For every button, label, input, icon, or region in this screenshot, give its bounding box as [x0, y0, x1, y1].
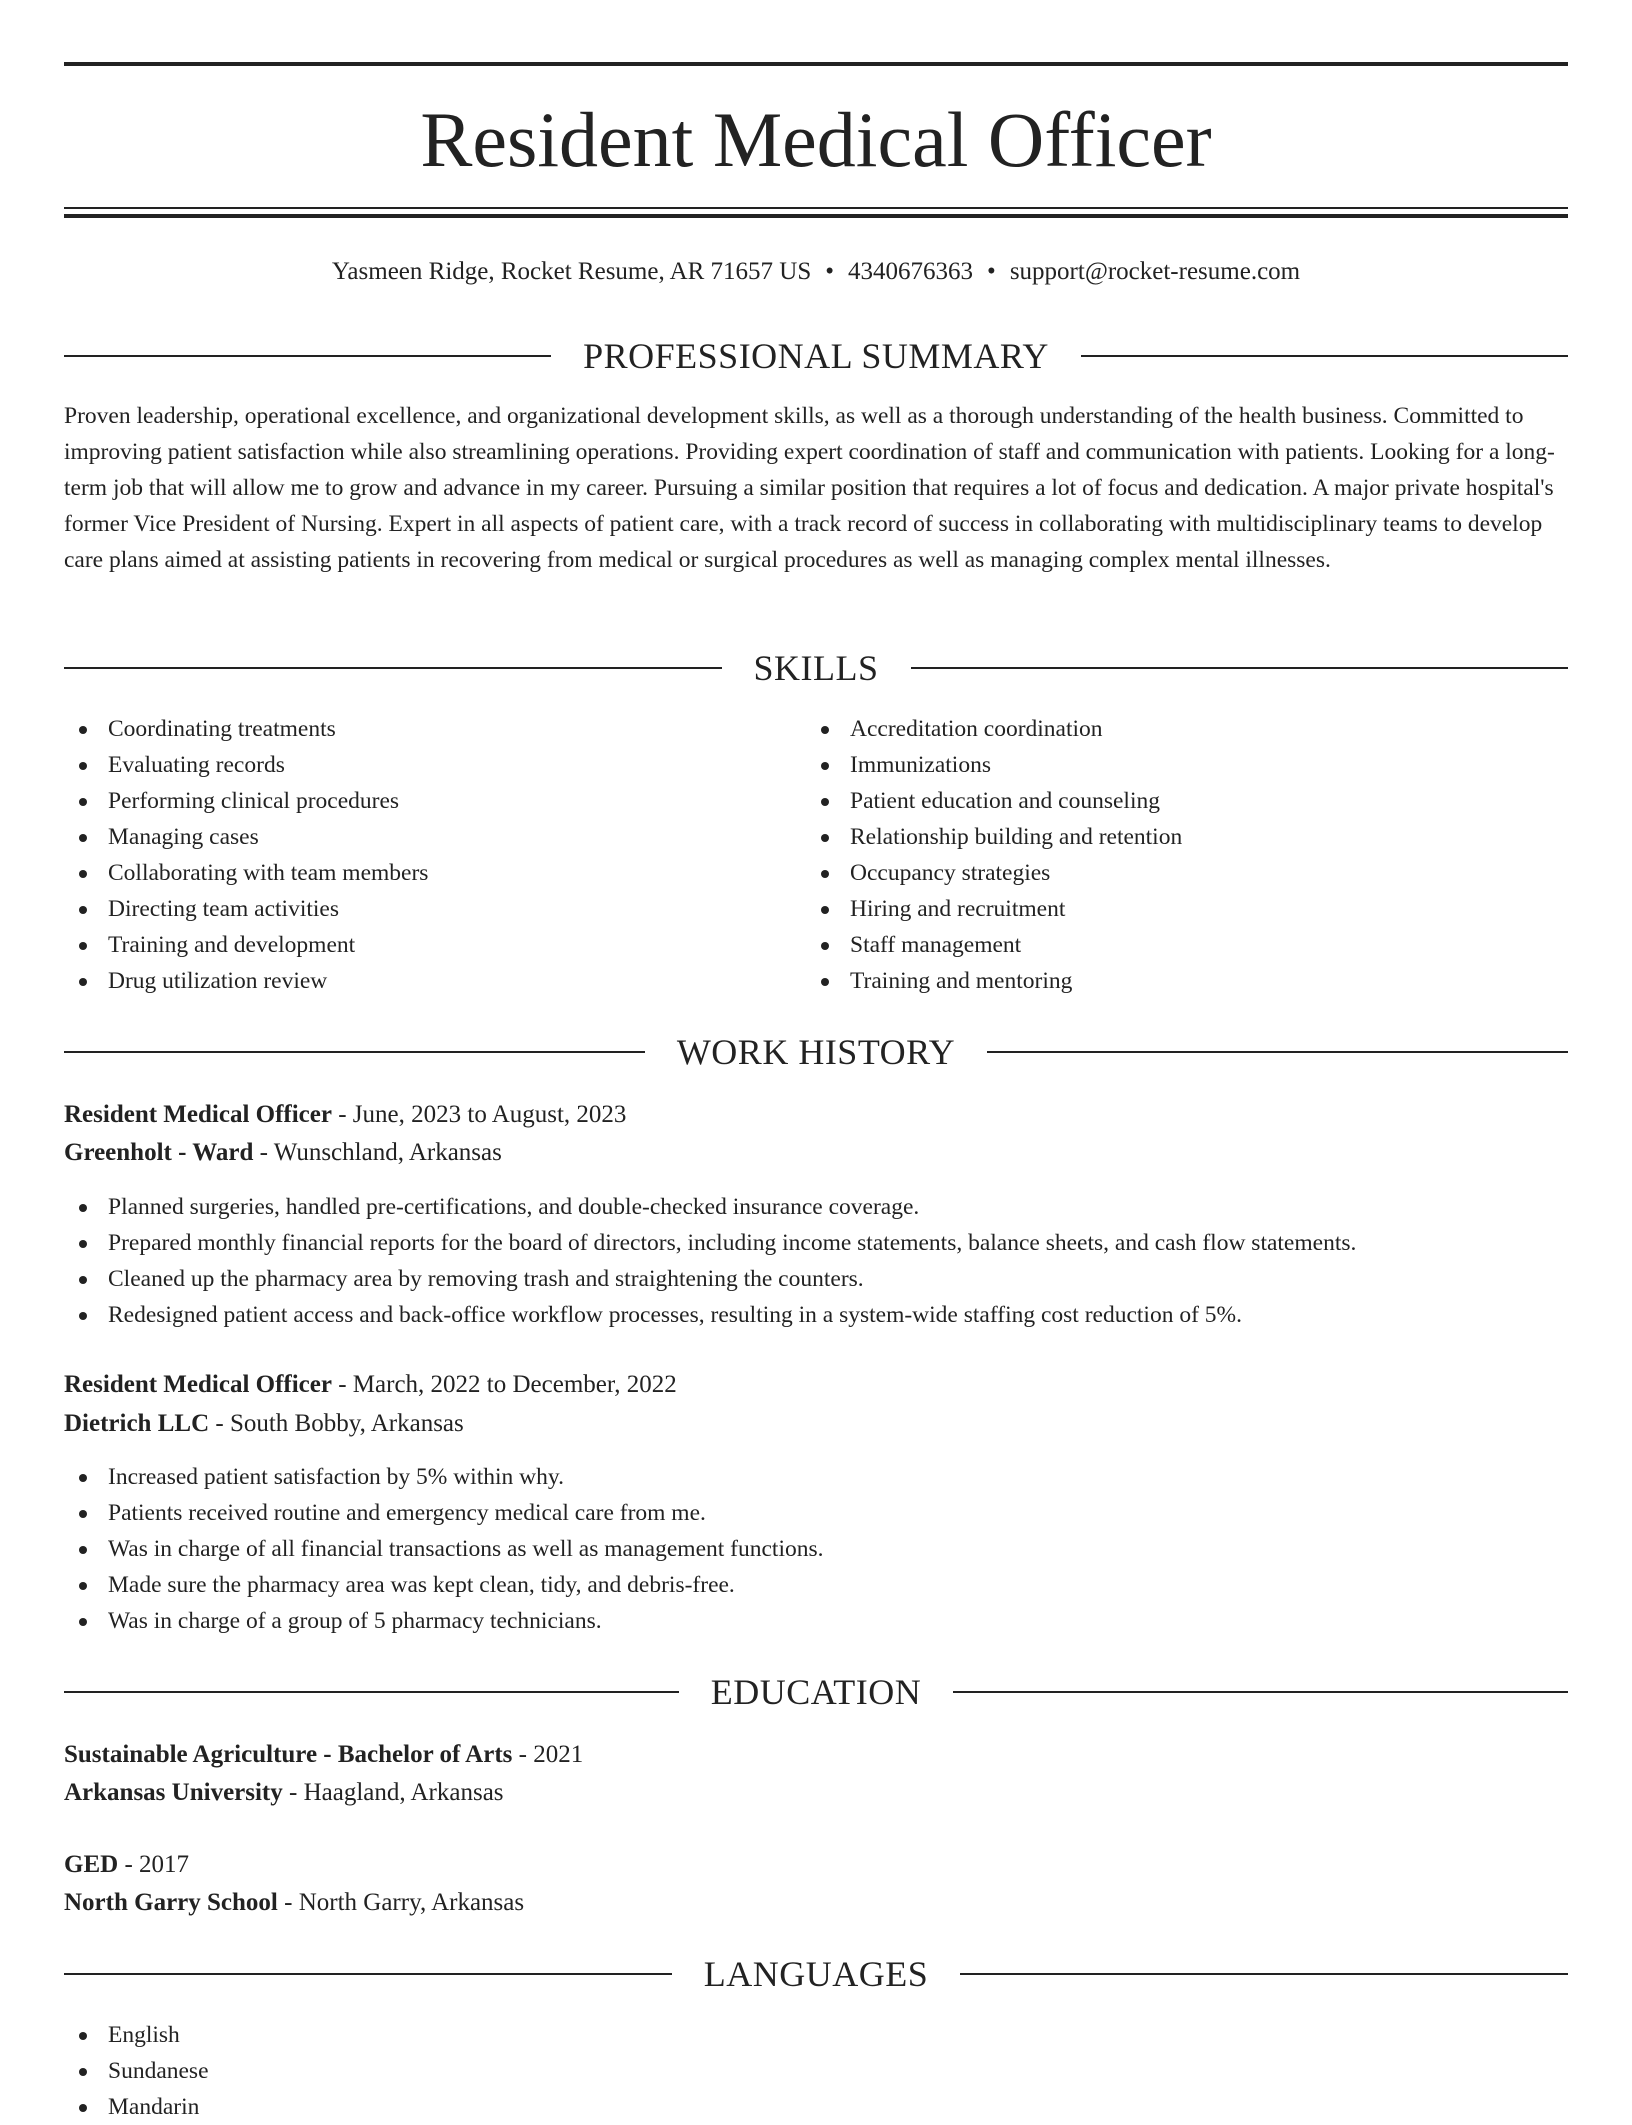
divider — [64, 355, 551, 357]
skill-item: Evaluating records — [64, 747, 764, 783]
education-degree-line: GED - 2017 — [64, 1851, 190, 1878]
education-section-header — [64, 1670, 1568, 1714]
skill-item: Patient education and counseling — [806, 783, 1506, 819]
education-location: North Garry, Arkansas — [298, 1889, 525, 1916]
job-duty-item: Was in charge of a group of 5 pharmacy technicians. — [64, 1603, 1568, 1639]
contact-separator: • — [825, 258, 835, 285]
skills-right-column — [806, 711, 1506, 999]
header-rule-2 — [64, 214, 1568, 218]
section-title: SKILLS — [753, 648, 879, 688]
header-rule-1 — [64, 207, 1568, 209]
education-year: 2017 — [139, 1851, 190, 1878]
job-duty-item: Redesigned patient access and back-office workflow processes, resulting in a system-wide staffing cost reduction of 5%. — [64, 1297, 1568, 1333]
divider — [64, 1051, 645, 1053]
education-year: 2021 — [533, 1741, 584, 1768]
job-duty-item: Cleaned up the pharmacy area by removing trash and straightening the counters. — [64, 1261, 1568, 1297]
job-location: South Bobby, Arkansas — [229, 1410, 464, 1437]
skill-item: Drug utilization review — [64, 963, 764, 999]
job-duty-item: Was in charge of all financial transactions as well as management functions. — [64, 1531, 1568, 1567]
job-title-line: Resident Medical Officer - March, 2022 to December, 2022 — [64, 1371, 677, 1398]
contact-line — [64, 254, 1568, 290]
divider — [64, 1973, 672, 1975]
divider — [64, 667, 722, 669]
divider — [960, 1973, 1568, 1975]
skill-item: Training and development — [64, 927, 764, 963]
languages-list — [64, 2017, 1568, 2125]
skill-item: Hiring and recruitment — [806, 891, 1506, 927]
education-degree: Sustainable Agriculture - Bachelor of Arts — [64, 1741, 513, 1768]
divider — [953, 1691, 1568, 1693]
education-degree: GED — [64, 1851, 119, 1878]
education-location: Haagland, Arkansas — [303, 1779, 504, 1806]
divider — [987, 1051, 1568, 1053]
resume-title: Resident Medical Officer — [420, 96, 1212, 183]
contact-address: Yasmeen Ridge, Rocket Resume, AR 71657 US — [331, 258, 812, 285]
job-title: Resident Medical Officer — [64, 1371, 332, 1398]
skill-item: Coordinating treatments — [64, 711, 764, 747]
skill-item: Immunizations — [806, 747, 1506, 783]
job-dates: June, 2023 to August, 2023 — [352, 1101, 627, 1128]
contact-separator: • — [987, 258, 996, 285]
job-dates: March, 2022 to December, 2022 — [352, 1371, 677, 1398]
education-school-line: North Garry School - North Garry, Arkansas — [64, 1889, 525, 1916]
language-item: English — [64, 2017, 1568, 2053]
job-duty-item: Prepared monthly financial reports for the board of directors, including income statements, balance sheets, and cash flow statements. — [64, 1225, 1568, 1261]
skill-item: Performing clinical procedures — [64, 783, 764, 819]
language-item: Sundanese — [64, 2053, 1568, 2089]
job-company-line: Greenholt - Ward - Wunschland, Arkansas — [64, 1139, 502, 1166]
section-title: WORK HISTORY — [676, 1032, 956, 1072]
job-location: Wunschland, Arkansas — [273, 1139, 502, 1166]
summary-text: Proven leadership, operational excellence, and organizational development skills, as well as a thorough understanding of the health business. Committed to improving patient satisfaction while also streamlining operations. Providing expert coordination of staff and communication with patients. Looking for a long-term job that will allow me to grow and advance in my career. Pursuing a similar position that requires a lot of focus and dedication. A major private hospital's former Vice President of Nursing. Expert in all aspects of patient care, with a track record of success in collaborating with multidisciplinary teams to develop care plans aimed at assisting patients in recovering from medical or surgical procedures as well as managing complex mental illnesses. — [64, 403, 1555, 573]
job-company-line: Dietrich LLC - South Bobby, Arkansas — [64, 1410, 464, 1437]
skill-item: Accreditation coordination — [806, 711, 1506, 747]
education-school: North Garry School — [64, 1889, 278, 1916]
job-duty-item: Made sure the pharmacy area was kept clean, tidy, and debris-free. — [64, 1567, 1568, 1603]
job-duty-item: Planned surgeries, handled pre-certifications, and double-checked insurance coverage. — [64, 1189, 1568, 1225]
job-company: Greenholt - Ward — [64, 1139, 254, 1166]
job-title: Resident Medical Officer — [64, 1101, 332, 1128]
skill-item: Occupancy strategies — [806, 855, 1506, 891]
divider — [911, 667, 1569, 669]
job-duties — [64, 1189, 1568, 1333]
education-school: Arkansas University — [64, 1779, 283, 1806]
contact-phone: 4340676363 — [848, 258, 974, 285]
job-duty-item: Patients received routine and emergency medical care from me. — [64, 1495, 1568, 1531]
skill-item: Directing team activities — [64, 891, 764, 927]
job-title-line: Resident Medical Officer - June, 2023 to August, 2023 — [64, 1101, 627, 1128]
skills-left-column — [64, 711, 764, 999]
header-top-rule — [64, 62, 1568, 66]
job-duties — [64, 1459, 1568, 1639]
education-school-line: Arkansas University - Haagland, Arkansas — [64, 1779, 504, 1806]
divider — [1081, 355, 1568, 357]
job-company: Dietrich LLC — [64, 1410, 210, 1437]
skill-item: Staff management — [806, 927, 1506, 963]
skill-item: Relationship building and retention — [806, 819, 1506, 855]
education-degree-line: Sustainable Agriculture - Bachelor of Arts - 2021 — [64, 1741, 584, 1768]
skill-item: Collaborating with team members — [64, 855, 764, 891]
section-title: PROFESSIONAL SUMMARY — [583, 336, 1049, 376]
summary-section-header — [64, 334, 1568, 378]
job-duty-item: Increased patient satisfaction by 5% within why. — [64, 1459, 1568, 1495]
section-title: EDUCATION — [710, 1672, 922, 1712]
language-item: Mandarin — [64, 2089, 1568, 2125]
languages-section-header — [64, 1952, 1568, 1996]
divider — [64, 1691, 679, 1693]
skills-section-header — [64, 646, 1568, 690]
section-title: LANGUAGES — [703, 1954, 929, 1994]
skill-item: Training and mentoring — [806, 963, 1506, 999]
work-history-section-header — [64, 1030, 1568, 1074]
skill-item: Managing cases — [64, 819, 764, 855]
contact-email: support@rocket-resume.com — [1009, 258, 1301, 285]
